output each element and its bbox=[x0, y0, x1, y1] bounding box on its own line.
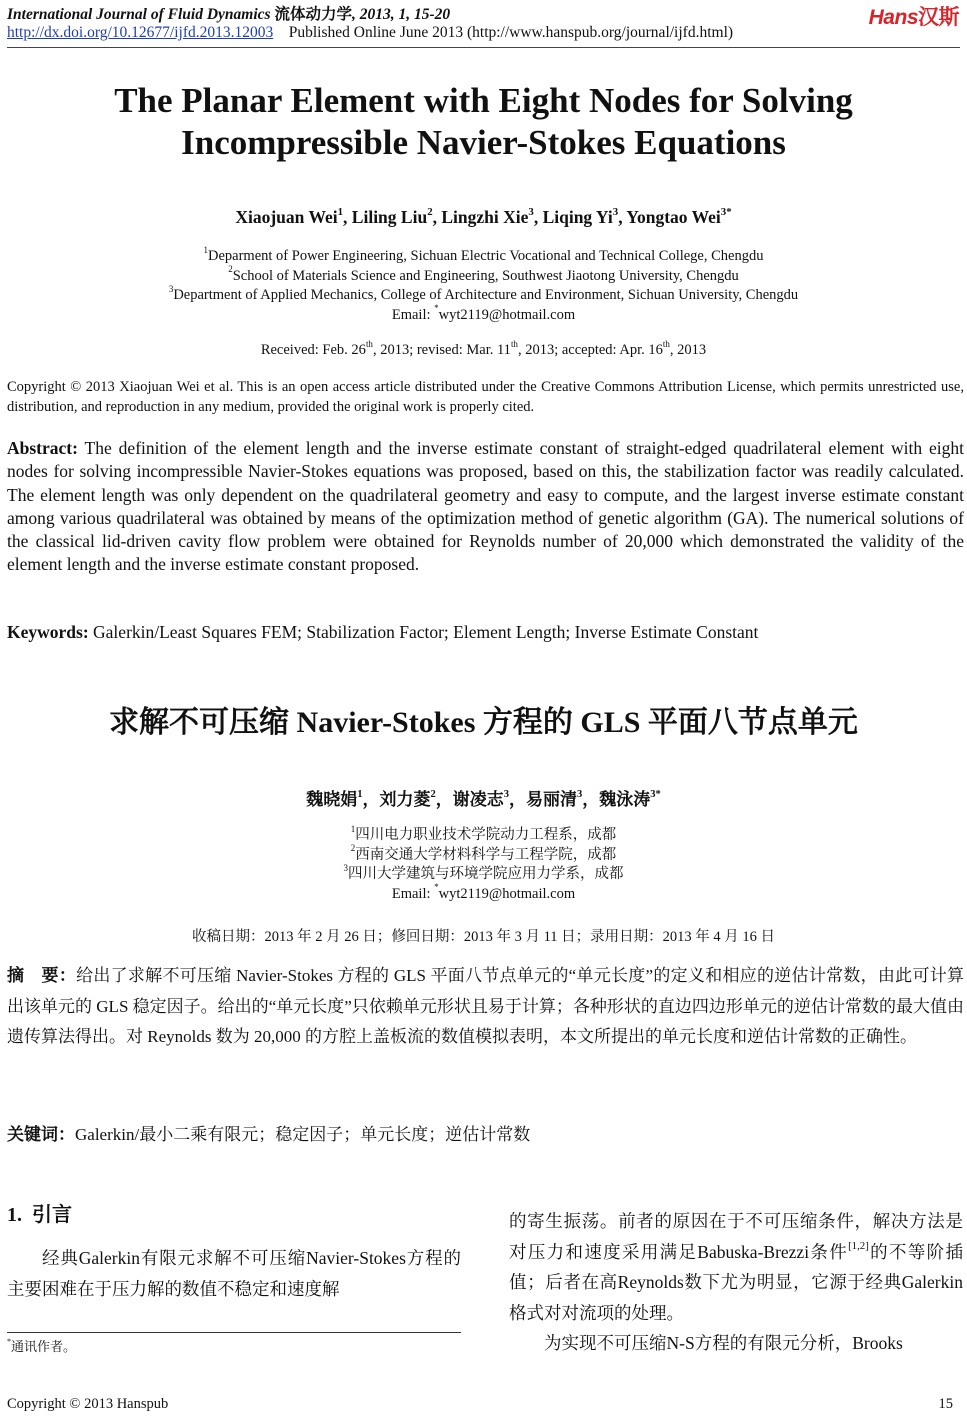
revised-text: , 2013; revised: Mar. 11 bbox=[372, 342, 511, 358]
affiliation-sup: 1 bbox=[203, 244, 209, 255]
cn-author-sep: ， bbox=[582, 790, 600, 809]
footnote-rule bbox=[7, 1332, 461, 1333]
section-heading bbox=[7, 1198, 72, 1227]
cn-author-name: 魏泳涛 bbox=[599, 790, 651, 809]
cn-email-sup: * bbox=[434, 882, 439, 893]
body-paragraph bbox=[509, 1206, 963, 1328]
accepted-sup: th bbox=[662, 338, 670, 349]
author-sup: 3 bbox=[528, 205, 534, 218]
cn-author-name: 魏晓娟 bbox=[306, 790, 358, 809]
cn-author-sup: 2 bbox=[430, 788, 436, 800]
body-column-right bbox=[509, 1206, 963, 1359]
author-sup: 3 bbox=[612, 205, 619, 218]
author-list bbox=[0, 207, 967, 228]
footnote-text: 通讯作者。 bbox=[11, 1339, 77, 1354]
body-column-left bbox=[7, 1243, 461, 1304]
cn-email-address: wyt2119@hotmail.com bbox=[438, 885, 576, 902]
cn-keywords-text: Galerkin/最小二乘有限元；稳定因子；单元长度；逆估计常数 bbox=[75, 1125, 531, 1144]
cn-author-sup: 1 bbox=[357, 788, 363, 800]
author bbox=[441, 207, 542, 227]
cn-email-label: Email: bbox=[391, 885, 435, 902]
cn-keywords bbox=[7, 1120, 964, 1145]
cn-author-name: 谢凌志 bbox=[452, 790, 504, 809]
journal-name-cn: 流体动力学 bbox=[274, 6, 352, 23]
body-text: 的不等阶插值；后者在高Reynolds数下尤为明显，它源于经典Galerkin格式对对流项的处理。 bbox=[509, 1241, 963, 1323]
citation-sup: [1,2] bbox=[848, 1240, 869, 1253]
paper-title bbox=[0, 80, 967, 164]
author-name: Liling Liu bbox=[351, 207, 428, 227]
cn-received-dates: 收稿日期：2013 年 2 月 26 日；修回日期：2013 年 3 月 11 日；录用日期：2013 年 4 月 16 日 bbox=[191, 929, 776, 945]
copyright-notice: Copyright © 2013 Xiaojuan Wei et al. This is an open access article distributed under the Creative Commons Attribution License, which permits unrestricted use, distribution, and reproduction in any medium, provided the original work is properly cited. bbox=[7, 379, 964, 415]
cn-affiliation-sup: 3 bbox=[343, 862, 348, 873]
cn-author-sep: ， bbox=[509, 790, 526, 809]
email-sup: * bbox=[434, 303, 439, 314]
cn-affiliation bbox=[0, 823, 967, 846]
cn-author-sup: 3 bbox=[503, 788, 509, 800]
revised-sup: th bbox=[510, 338, 518, 349]
cn-keywords-label: 关键词： bbox=[7, 1125, 75, 1144]
received-text: Received: Feb. 26 bbox=[260, 342, 366, 358]
cn-affiliation-text: 西南交通大学材料科学与工程学院，成都 bbox=[355, 846, 617, 863]
affiliation-sup: 2 bbox=[228, 264, 233, 275]
abstract bbox=[7, 437, 964, 577]
cn-abstract-label: 摘 要： bbox=[7, 966, 77, 985]
title-line-1: The Planar Element with Eight Nodes for Solving bbox=[114, 81, 853, 120]
keywords-label: Keywords: bbox=[7, 622, 89, 642]
author-sep: , bbox=[432, 207, 442, 227]
cn-abstract-text: 给出了求解不可压缩 Navier-Stokes 方程的 GLS 平面八节点单元的“单元长度”的定义和相应的逆估计常数，由此可计算出该单元的 GLS 稳定因子。给出的“单元长度”只依赖单元形状且易于计算；各种形状的直边四边形单元的逆估计常数的最大值由遗传算法得出。对 Reynolds 数为 20,000 的方腔上盖板流的数值模拟表明，本文所提出的单元长度和逆估计常数的正确性。 bbox=[7, 966, 964, 1046]
cn-author-sep: ， bbox=[362, 790, 380, 809]
cn-author-name: 刘力菱 bbox=[379, 790, 431, 809]
footnote-sup: * bbox=[7, 1337, 12, 1347]
email-address: wyt2119@hotmail.com bbox=[438, 306, 576, 323]
title-line-2: Incompressible Navier-Stokes Equations bbox=[181, 123, 786, 162]
footnote bbox=[7, 1336, 76, 1355]
affiliation-sup: 3 bbox=[168, 283, 174, 294]
author bbox=[543, 207, 627, 227]
body-text: 的寄生振荡。前者的原因在于不可压缩条件，解决方法是对压力和速度采用满足Babuska-Brezzi条件 bbox=[509, 1211, 963, 1262]
cn-affiliation bbox=[0, 843, 967, 866]
abstract-label: Abstract: bbox=[7, 438, 78, 458]
accepted-year: , 2013 bbox=[669, 342, 707, 358]
affiliation-text: School of Materials Science and Engineering, Southwest Jiaotong University, Chengdu bbox=[232, 267, 739, 284]
published-online: Published Online June 2013 (http://www.hanspub.org/journal/ijfd.html) bbox=[288, 24, 734, 41]
hanspub-logo bbox=[869, 1, 959, 31]
author-name: Liqing Yi bbox=[542, 207, 613, 227]
author-sup: 2 bbox=[427, 205, 433, 218]
cn-affiliation-sup: 2 bbox=[350, 843, 356, 854]
section-title: 引言 bbox=[32, 1204, 72, 1226]
cn-affiliation-text: 四川电力职业技术学院动力工程系，成都 bbox=[355, 827, 617, 843]
running-header bbox=[7, 2, 450, 24]
accepted-text: , 2013; accepted: Apr. 16 bbox=[517, 342, 663, 358]
author-name: Lingzhi Xie bbox=[441, 207, 529, 227]
affiliation bbox=[0, 283, 967, 306]
cn-affiliation-text: 四川大学建筑与环境学院应用力学系，成都 bbox=[348, 866, 624, 882]
author bbox=[626, 207, 731, 227]
cn-author-name: 易丽清 bbox=[526, 790, 577, 809]
journal-name: International Journal of Fluid Dynamics bbox=[7, 6, 271, 23]
author-sup: 1 bbox=[337, 205, 344, 218]
cn-affiliation bbox=[0, 862, 967, 885]
affiliation-text: Deparment of Power Engineering, Sichuan Electric Vocational and Technical College, Chengdu bbox=[208, 248, 764, 264]
received-dates bbox=[0, 338, 967, 361]
email-label: Email: bbox=[391, 306, 435, 323]
cn-author-list bbox=[0, 785, 967, 810]
body-paragraph: 为实现不可压缩N-S方程的有限元分析，Brooks bbox=[544, 1333, 903, 1353]
publication-line bbox=[7, 24, 733, 42]
affiliation bbox=[0, 264, 967, 287]
journal-issue: , 2013, 1, 15-20 bbox=[351, 6, 451, 23]
email-line bbox=[0, 303, 967, 326]
author-sep: , bbox=[618, 207, 627, 227]
doi-link[interactable]: http://dx.doi.org/10.12677/ijfd.2013.12003 bbox=[7, 24, 274, 41]
author bbox=[235, 207, 351, 227]
cn-author-sup: 3* bbox=[650, 788, 661, 800]
affiliation bbox=[0, 244, 967, 267]
cn-author-sup: 3 bbox=[577, 788, 583, 800]
abstract-text: The definition of the element length and the inverse estimate constant of straight-edged quadrilateral element with eight nodes for solving incompressible Navier-Stokes equations was proposed, based on this, the stabilization factor was readily calculated. The element length was only dependent on the quadrilateral geometry and easy to compute, and the largest inverse estimate constant among various quadrilateral was obtained by means of the optimization method of genetic algorithm (GA). The numerical solutions of the classical lid-driven cavity flow problem were obtained for Reynolds number of 20,000 which demonstrated the validity of the element length and the inverse estimate constant proposed. bbox=[7, 438, 964, 575]
author-name: Yongtao Wei bbox=[626, 207, 721, 227]
cn-author-sep: ， bbox=[435, 790, 453, 809]
cn-title: 求解不可压缩 Navier-Stokes 方程的 GLS 平面八节点单元 bbox=[109, 706, 858, 739]
keywords bbox=[7, 621, 964, 644]
affiliations bbox=[0, 244, 967, 325]
section-number: 1. bbox=[7, 1204, 22, 1226]
logo-cn: 汉斯 bbox=[918, 6, 959, 29]
cn-email-line bbox=[0, 882, 967, 905]
author-sep: , bbox=[343, 207, 352, 227]
footer-copyright: Copyright © 2013 Hanspub bbox=[7, 1396, 169, 1412]
logo-latin: Hans bbox=[868, 6, 918, 29]
received-sup: th bbox=[365, 338, 373, 349]
affiliation-text: Department of Applied Mechanics, College of Architecture and Environment, Sichuan University, Chengdu bbox=[173, 287, 799, 303]
author-sep: , bbox=[533, 207, 543, 227]
keywords-text: Galerkin/Least Squares FEM; Stabilization Factor; Element Length; Inverse Estimate Constant bbox=[88, 622, 759, 642]
author-sup: 3* bbox=[720, 205, 732, 218]
cn-affiliation-sup: 1 bbox=[350, 823, 356, 834]
author-name: Xiaojuan Wei bbox=[235, 207, 338, 227]
cn-affiliations bbox=[0, 823, 967, 904]
header-rule bbox=[7, 47, 960, 48]
author bbox=[352, 207, 442, 227]
cn-abstract bbox=[7, 961, 964, 1053]
body-paragraph: 经典Galerkin有限元求解不可压缩Navier-Stokes方程的主要困难在于压力解的数值不稳定和速度解 bbox=[7, 1248, 461, 1299]
page-number: 15 bbox=[938, 1396, 953, 1412]
